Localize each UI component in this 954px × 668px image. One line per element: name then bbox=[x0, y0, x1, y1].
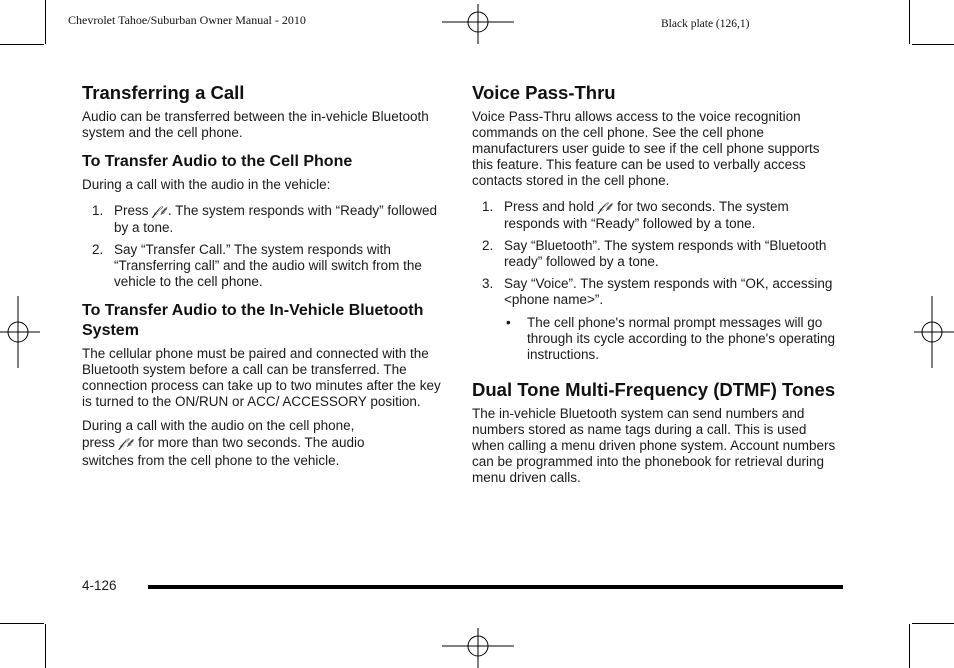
left-column bbox=[82, 82, 442, 476]
paragraph-transfer-intro: Audio can be transferred between the in-vehicle Bluetooth system and the cell phone. bbox=[82, 109, 429, 140]
footer-rule bbox=[148, 585, 843, 589]
crop-mark-tl-h bbox=[0, 44, 44, 45]
paragraph-to-vehicle-2-after: for more than two seconds. The audio bbox=[138, 435, 365, 450]
phone-voice-button-icon: 𝒻⸙ bbox=[152, 204, 168, 219]
step-number: 3. bbox=[482, 276, 494, 291]
subheading-to-cell-phone: To Transfer Audio to the Cell Phone bbox=[82, 153, 353, 170]
crop-mark-br-h bbox=[912, 623, 954, 624]
step-text: Say “Voice”. The system responds with “OK, accessing <phone name>”. bbox=[504, 276, 833, 307]
step-number: 1. bbox=[92, 203, 104, 218]
crop-mark-tl-v bbox=[45, 0, 46, 44]
header-plate-info: Black plate (126,1) bbox=[661, 18, 750, 30]
step-text-before: Press bbox=[114, 203, 149, 218]
paragraph-to-vehicle-2 bbox=[82, 417, 442, 469]
registration-mark-left bbox=[0, 296, 40, 368]
bullet-item bbox=[472, 315, 838, 363]
list-item bbox=[82, 242, 442, 290]
crop-mark-tr-v bbox=[909, 0, 910, 44]
list-item bbox=[82, 203, 442, 236]
step-text-before: Press and hold bbox=[504, 199, 595, 214]
section-heading-voice-pass-thru: Voice Pass-Thru bbox=[472, 82, 616, 103]
paragraph-dtmf: The in-vehicle Bluetooth system can send numbers and numbers stored as name tags during a call. This is used when calling a menu driven phone system. Account numbers can be programmed into the phonebook for retrieval during menu driven calls. bbox=[472, 406, 836, 485]
paragraph-to-vehicle-2-line1: During a call with the audio on the cell phone, bbox=[82, 418, 355, 433]
paragraph-to-cell-phone: During a call with the audio in the vehicle: bbox=[82, 177, 331, 192]
steps-to-cell-phone bbox=[82, 203, 442, 290]
phone-voice-button-icon: 𝒻⸙ bbox=[118, 436, 135, 451]
step-number: 2. bbox=[482, 238, 494, 253]
list-item bbox=[472, 238, 838, 270]
step-text-after: for two seconds. The system responds with “Ready” followed by a tone. bbox=[504, 199, 789, 231]
step-number: 2. bbox=[92, 242, 104, 257]
step-text: Say “Bluetooth”. The system responds with “Bluetooth ready” followed by a tone. bbox=[504, 238, 827, 269]
crop-mark-bl-h bbox=[0, 623, 44, 624]
bullet-dot-icon: • bbox=[506, 315, 511, 330]
paragraph-voice-intro: Voice Pass-Thru allows access to the voice recognition commands on the cell phone. See the cell phone manufacturers user guide to see if the cell phone supports this feature. This feature can be used to verbally access contacts stored in the cell phone. bbox=[472, 109, 820, 188]
crop-mark-tr-h bbox=[912, 44, 954, 45]
right-column bbox=[472, 82, 838, 493]
crop-mark-bl-v bbox=[45, 624, 46, 668]
registration-mark-top bbox=[442, 4, 514, 44]
registration-mark-bottom bbox=[442, 628, 514, 668]
step-text: Say “Transfer Call.” The system responds with “Transferring call” and the audio will switch from the vehicle to the cell phone. bbox=[114, 242, 422, 289]
step-number: 1. bbox=[482, 199, 494, 214]
page-number: 4-126 bbox=[82, 578, 117, 593]
crop-mark-br-v bbox=[909, 624, 910, 668]
header-manual-title: Chevrolet Tahoe/Suburban Owner Manual - 2010 bbox=[68, 13, 306, 27]
phone-voice-button-icon: 𝒻⸙ bbox=[597, 200, 614, 215]
steps-voice-pass-thru bbox=[472, 199, 838, 308]
subheading-to-vehicle: To Transfer Audio to the In-Vehicle Bluetooth System bbox=[82, 302, 424, 339]
bullet-text: The cell phone's normal prompt messages will go through its cycle according to the phone's operating instructions. bbox=[527, 315, 836, 362]
list-item bbox=[472, 276, 838, 308]
section-heading-transferring-a-call: Transferring a Call bbox=[82, 82, 245, 103]
paragraph-to-vehicle-2-press: press bbox=[82, 435, 116, 450]
registration-mark-right bbox=[914, 296, 954, 368]
section-heading-dtmf: Dual Tone Multi-Frequency (DTMF) Tones bbox=[472, 379, 836, 400]
step-text-after: . The system responds with “Ready” followed by a tone. bbox=[114, 203, 437, 235]
paragraph-to-vehicle-2-line3: switches from the cell phone to the vehicle. bbox=[82, 453, 340, 468]
paragraph-to-vehicle-1: The cellular phone must be paired and connected with the Bluetooth system before a call can be transferred. The connection process can take up to two minutes after the key is turned to the ON/RUN or ACC/ ACCESSORY position. bbox=[82, 346, 441, 409]
list-item bbox=[472, 199, 838, 232]
